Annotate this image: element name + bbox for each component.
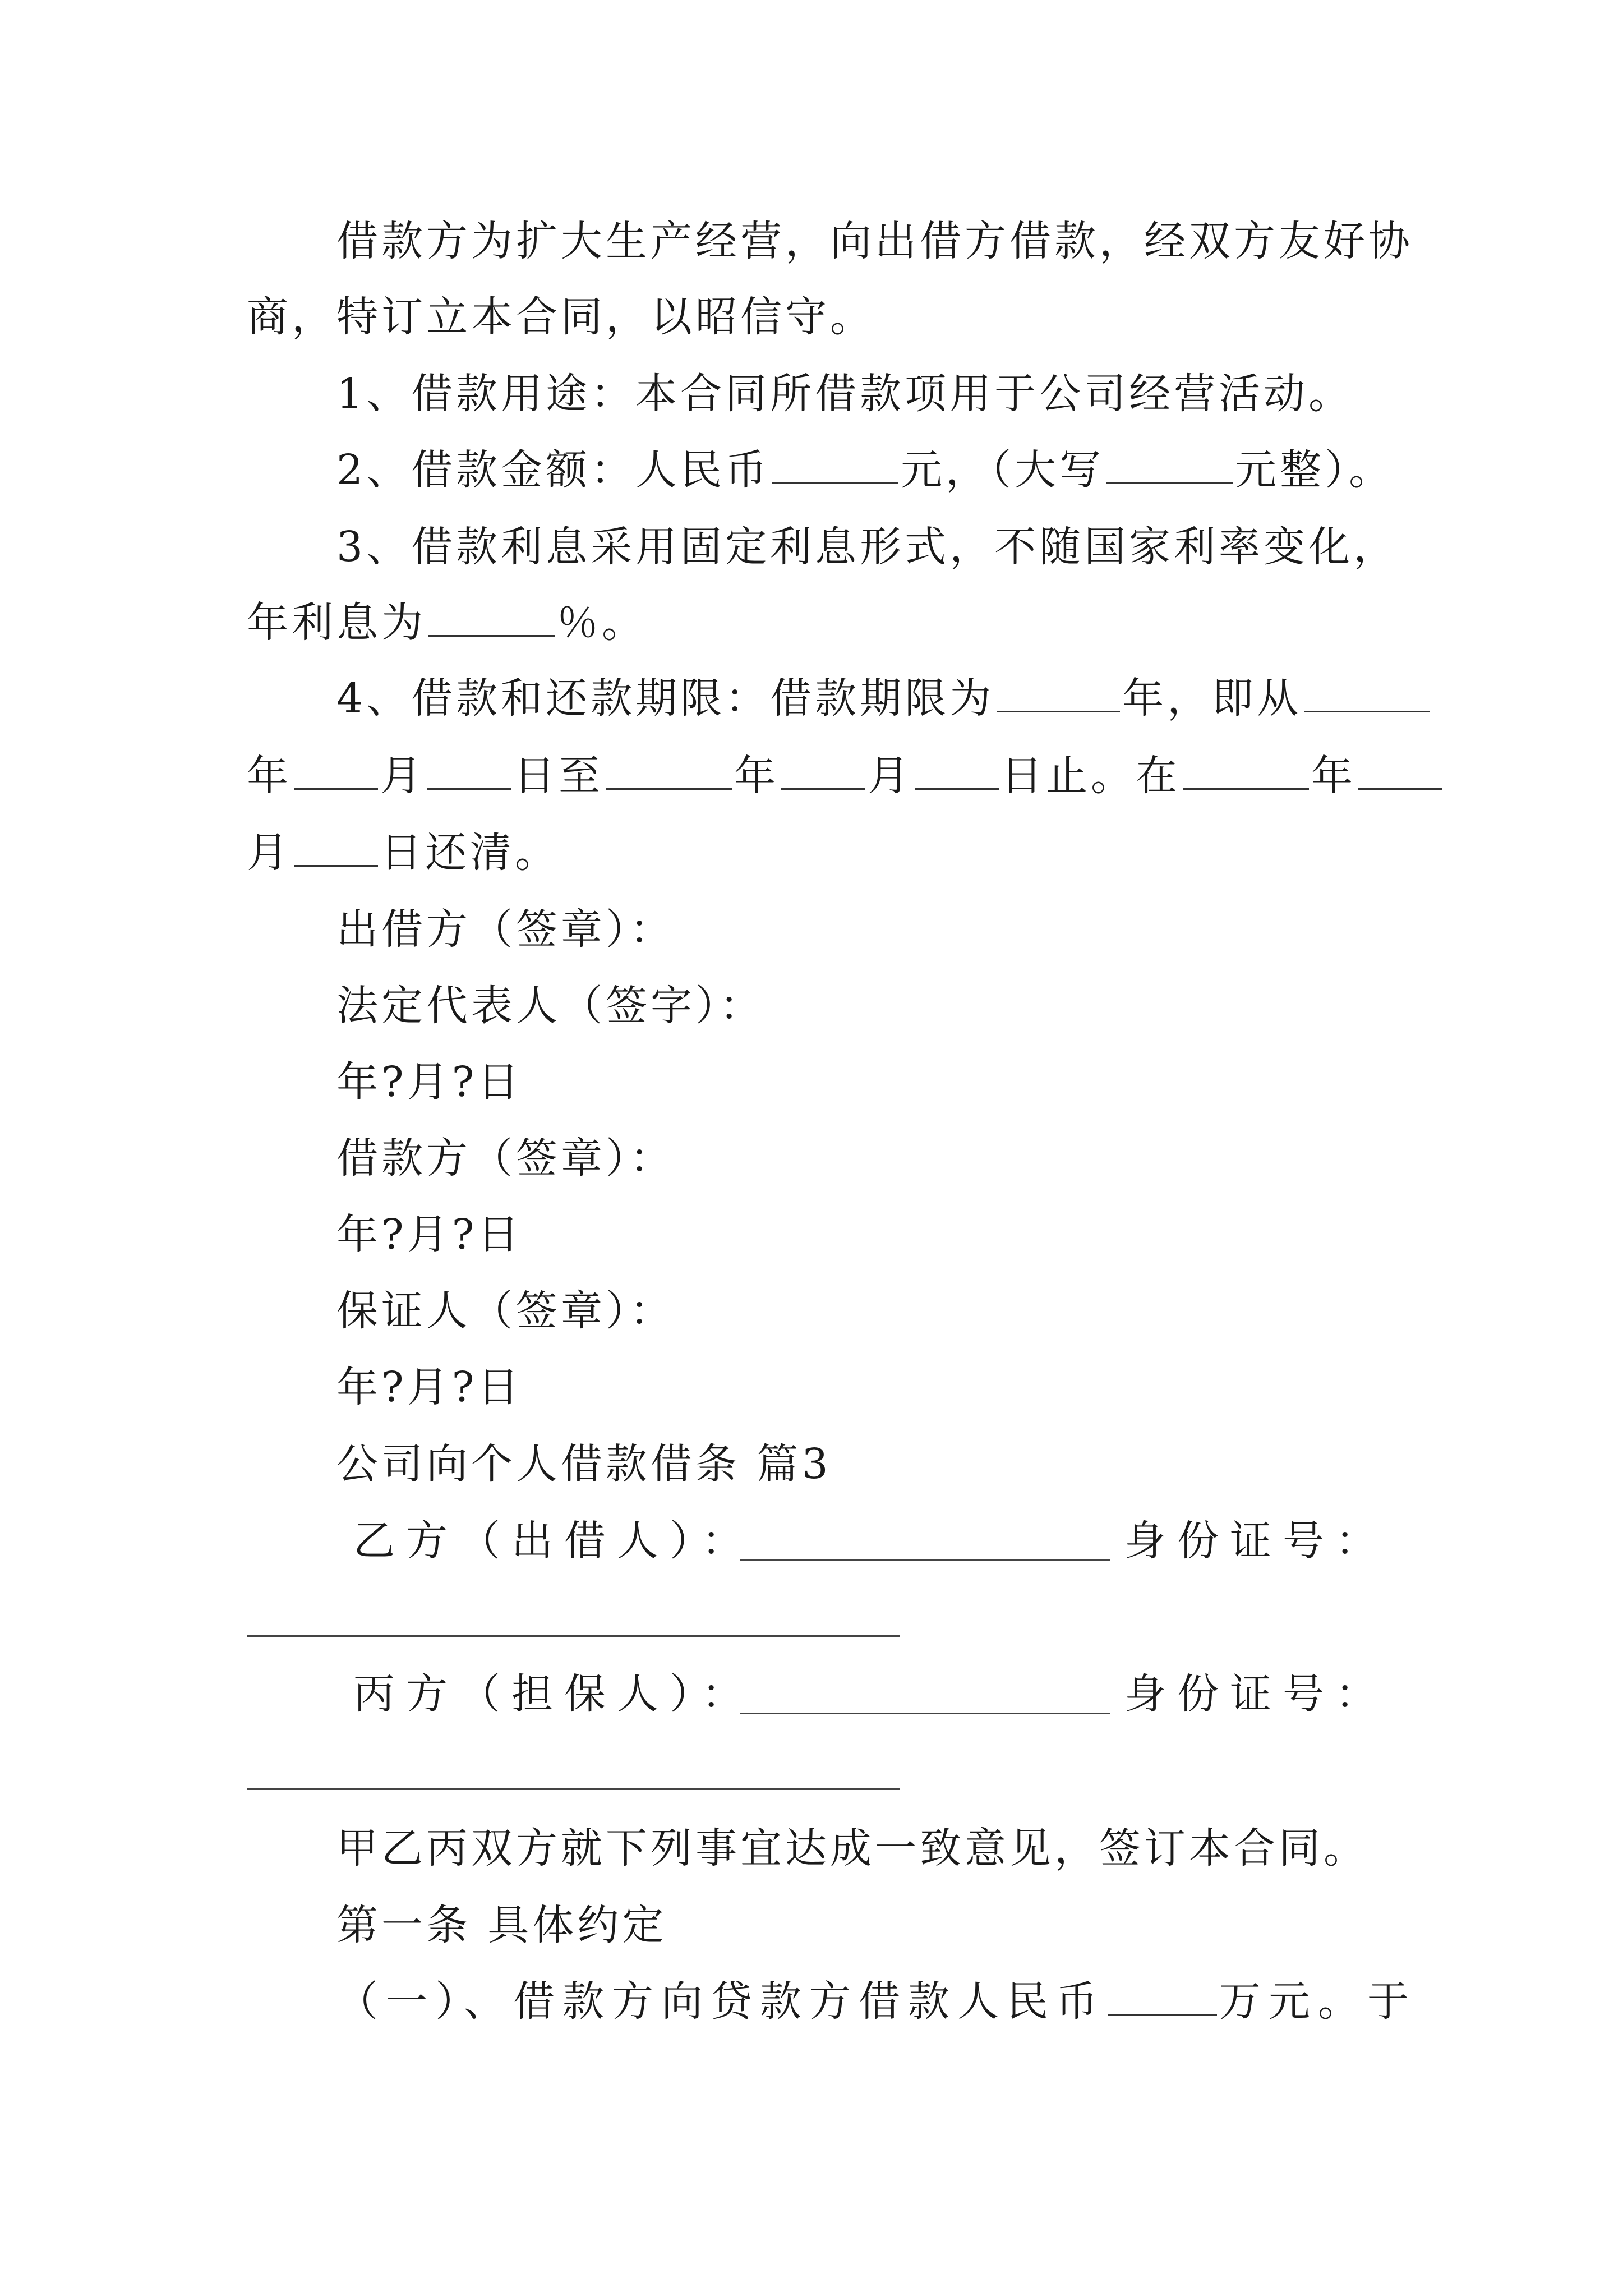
party-b-id-line [1124, 1513, 1388, 1569]
date-line-2 [336, 1207, 522, 1263]
party-b-id-blank[interactable] [247, 1635, 900, 1637]
paragraph-intro-line2 [247, 289, 875, 345]
clause-1-loan-line [336, 1973, 1417, 2030]
clause-3-interest-line1 [336, 519, 1398, 575]
term-month-label: 月 [380, 752, 425, 800]
legal-rep-signature-label: 法定代表人（签字）： [336, 982, 764, 1030]
party-c-line [353, 1666, 754, 1722]
repay-month-blank[interactable] [1358, 751, 1442, 790]
interest-text-b: ％。 [557, 599, 647, 647]
start-day-blank[interactable] [427, 751, 511, 790]
party-c-id-label: 身份证号： [1124, 1670, 1388, 1718]
interest-rate-blank[interactable] [428, 598, 555, 637]
repay-year-label: 年 [1311, 752, 1356, 800]
party-b-label: 乙方（出借人）： [353, 1517, 754, 1565]
party-c-id-line [1124, 1666, 1388, 1722]
term-text-a: 4、借款和还款期限：借款期限为 [336, 674, 995, 723]
term-year-label: 年 [247, 752, 292, 800]
term-text-b: 年，即从 [1122, 674, 1302, 723]
clause-4-term-line1 [336, 670, 1432, 726]
date-label-3: 年?月?日 [336, 1363, 523, 1411]
end-day-label: 日止。在 [1001, 752, 1181, 800]
loan-amount-blank[interactable] [1108, 1977, 1217, 2016]
end-year-blank[interactable] [606, 751, 732, 790]
guarantor-signature-line [336, 1283, 675, 1339]
end-month-blank[interactable] [781, 751, 865, 790]
borrower-signature-line [336, 1130, 675, 1186]
clause-2-amount [336, 442, 1394, 498]
party-c-name-blank[interactable] [740, 1713, 1110, 1714]
article-1-title-line [336, 1897, 667, 1953]
repay-month-label: 月 [247, 829, 292, 877]
end-day-blank[interactable] [915, 751, 999, 790]
clause-3-interest-line2 [247, 595, 647, 651]
lender-signature-line [336, 901, 675, 958]
clause-4-term-line3 [247, 825, 560, 881]
party-b-line [353, 1513, 754, 1569]
date-label-1: 年?月?日 [336, 1058, 523, 1106]
start-year-blank[interactable] [1304, 674, 1430, 712]
intro-text-2: 商，特订立本合同，以昭信守。 [247, 293, 875, 341]
date-line-1 [336, 1054, 522, 1110]
start-month-blank[interactable] [294, 751, 378, 790]
loan-clause-text-a: （一）、借款方向贷款方借款人民币 [336, 1977, 1105, 2026]
clause-2-text-c: 元整）。 [1235, 446, 1394, 494]
term-day-to-label: 日至 [514, 752, 603, 800]
borrower-signature-label: 借款方（签章）： [336, 1134, 675, 1182]
party-c-id-blank[interactable] [247, 1788, 900, 1790]
end-year-label: 年 [734, 752, 779, 800]
agreement-intro-line [336, 1820, 1368, 1876]
clause-2-text-a: 2、借款金额：人民币 [336, 446, 771, 494]
repay-day-blank[interactable] [294, 828, 378, 867]
party-b-id-label: 身份证号： [1124, 1517, 1388, 1565]
clause-4-term-line2 [247, 748, 1445, 804]
clause-1-purpose [336, 366, 1353, 422]
clause-1-text: 1、借款用途：本合同所借款项用于公司经营活动。 [336, 370, 1354, 418]
repay-year-blank[interactable] [1183, 751, 1309, 790]
amount-blank[interactable] [772, 445, 898, 484]
paragraph-intro-line1 [336, 213, 1413, 269]
lender-signature-label: 出借方（签章）： [336, 905, 675, 954]
date-label-2: 年?月?日 [336, 1211, 523, 1259]
party-c-label: 丙方（担保人）： [353, 1670, 754, 1718]
term-years-blank[interactable] [997, 674, 1120, 712]
section-title [336, 1436, 832, 1492]
loan-clause-text-b: 万元。于 [1219, 1977, 1417, 2026]
article-1-title: 第一条 具体约定 [336, 1901, 667, 1949]
section-title-text: 公司向个人借款借条 篇3 [336, 1440, 832, 1488]
intro-text-1: 借款方为扩大生产经营，向出借方借款，经双方友好协 [336, 217, 1413, 265]
party-b-name-blank[interactable] [740, 1559, 1110, 1561]
guarantor-signature-label: 保证人（签章）： [336, 1287, 675, 1335]
end-month-label: 月 [868, 752, 912, 800]
date-line-3 [336, 1359, 522, 1415]
interest-text-a: 年利息为 [247, 599, 426, 647]
agreement-intro-text: 甲乙丙双方就下列事宜达成一致意见，签订本合同。 [336, 1824, 1368, 1872]
clause-2-text-b: 元，（大写 [901, 446, 1105, 494]
clause-3-text: 3、借款利息采用固定利息形式，不随国家利率变化， [336, 523, 1399, 571]
legal-rep-signature-line [336, 978, 764, 1034]
amount-words-blank[interactable] [1106, 445, 1233, 484]
repay-day-label: 日还清。 [380, 829, 560, 877]
